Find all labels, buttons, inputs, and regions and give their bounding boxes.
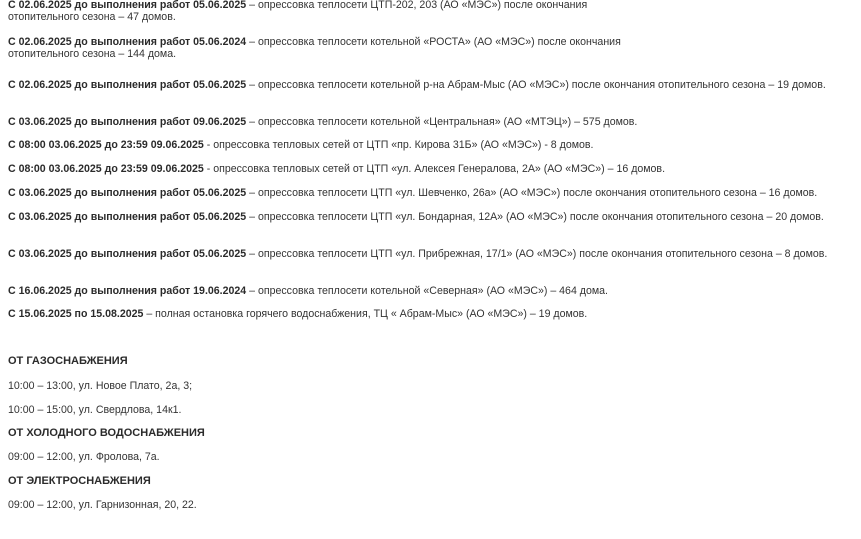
notice-item [8, 163, 860, 175]
notice-period: С 03.06.2025 до выполнения работ 05.06.2025 [8, 187, 247, 199]
notice-period: С 02.06.2025 до выполнения работ 05.06.2025 [8, 0, 247, 11]
notice-text: – опрессовка теплосети котельной «Северная» (АО «МЭС») – 464 дома. [246, 285, 608, 297]
notice-period: С 02.06.2025 до выполнения работ 05.06.2024 [8, 36, 247, 48]
notice-text: – опрессовка теплосети ЦТП-202, 203 (АО «МЭС») после окончания [246, 0, 588, 11]
notice-text: – опрессовка теплосети ЦТП «ул. Шевченко, 26а» (АО «МЭС») после окончания отопительного сезона – 16 домов. [246, 187, 818, 199]
notice-text: – опрессовка теплосети ЦТП «ул. Бондарная, 12А» (АО «МЭС») после окончания отопительного сезона – 20 домов. [246, 211, 824, 223]
notice-period: С 16.06.2025 до выполнения работ 19.06.2024 [8, 285, 247, 297]
notice-item [8, 308, 860, 320]
notice-item [8, 36, 860, 60]
notice-period: С 03.06.2025 до выполнения работ 09.06.2025 [8, 116, 247, 128]
gas-outage-line: 10:00 – 15:00, ул. Свердлова, 14к1. [8, 404, 182, 416]
notice-item [8, 285, 860, 297]
notice-text: – опрессовка теплосети котельной «РОСТА» (АО «МЭС») после окончания [246, 36, 621, 48]
notice-text: – опрессовка теплосети котельной «Центральная» (АО «МТЭЦ») – 575 домов. [246, 116, 638, 128]
notice-item [8, 116, 860, 128]
gas-outage-line: 10:00 – 13:00, ул. Новое Плато, 2а, 3; [8, 380, 193, 392]
notice-text: - опрессовка тепловых сетей от ЦТП «пр. Кирова 31Б» (АО «МЭС») - 8 домов. [206, 139, 594, 151]
notice-item [8, 139, 860, 151]
notice-item [8, 79, 860, 91]
notice-period: С 08:00 03.06.2025 до 23:59 09.06.2025 [8, 163, 204, 175]
notice-item [8, 248, 860, 260]
notice-text: – полная остановка горячего водоснабжения, ТЦ « Абрам-Мыс» (АО «МЭС») – 19 домов. [143, 308, 588, 320]
notice-period: С 03.06.2025 до выполнения работ 05.06.2025 [8, 211, 247, 223]
notice-period: С 02.06.2025 до выполнения работ 05.06.2025 [8, 79, 247, 91]
cold-water-outage-line: 09:00 – 12:00, ул. Фролова, 7а. [8, 451, 160, 463]
notice-text-continued: отопительного сезона – 144 дома. [8, 48, 177, 60]
notice-item [8, 211, 860, 223]
section-heading-power: ОТ ЭЛЕКТРОСНАБЖЕНИЯ [8, 475, 151, 487]
notice-period: С 15.06.2025 по 15.08.2025 [8, 308, 144, 320]
notice-text: - опрессовка тепловых сетей от ЦТП «ул. Алексея Генералова, 2А» (АО «МЭС») – 16 домов. [203, 163, 666, 175]
power-outage-line: 09:00 – 12:00, ул. Гарнизонная, 20, 22. [8, 499, 197, 511]
notice-text: – опрессовка теплосети ЦТП «ул. Прибрежная, 17/1» (АО «МЭС») после окончания отопительного сезона – 8 домов. [246, 248, 828, 260]
section-heading-gas: ОТ ГАЗОСНАБЖЕНИЯ [8, 355, 128, 367]
notice-item [8, 0, 860, 23]
notice-item [8, 187, 860, 199]
section-heading-cold-water: ОТ ХОЛОДНОГО ВОДОСНАБЖЕНИЯ [8, 427, 205, 439]
notice-text: – опрессовка теплосети котельной р-на Абрам-Мыс (АО «МЭС») после окончания отопительного сезона – 19 домов. [246, 79, 826, 91]
notice-period: С 03.06.2025 до выполнения работ 05.06.2025 [8, 248, 247, 260]
notice-text-continued: отопительного сезона – 47 домов. [8, 11, 176, 23]
notice-period: С 08:00 03.06.2025 до 23:59 09.06.2025 [8, 139, 207, 151]
